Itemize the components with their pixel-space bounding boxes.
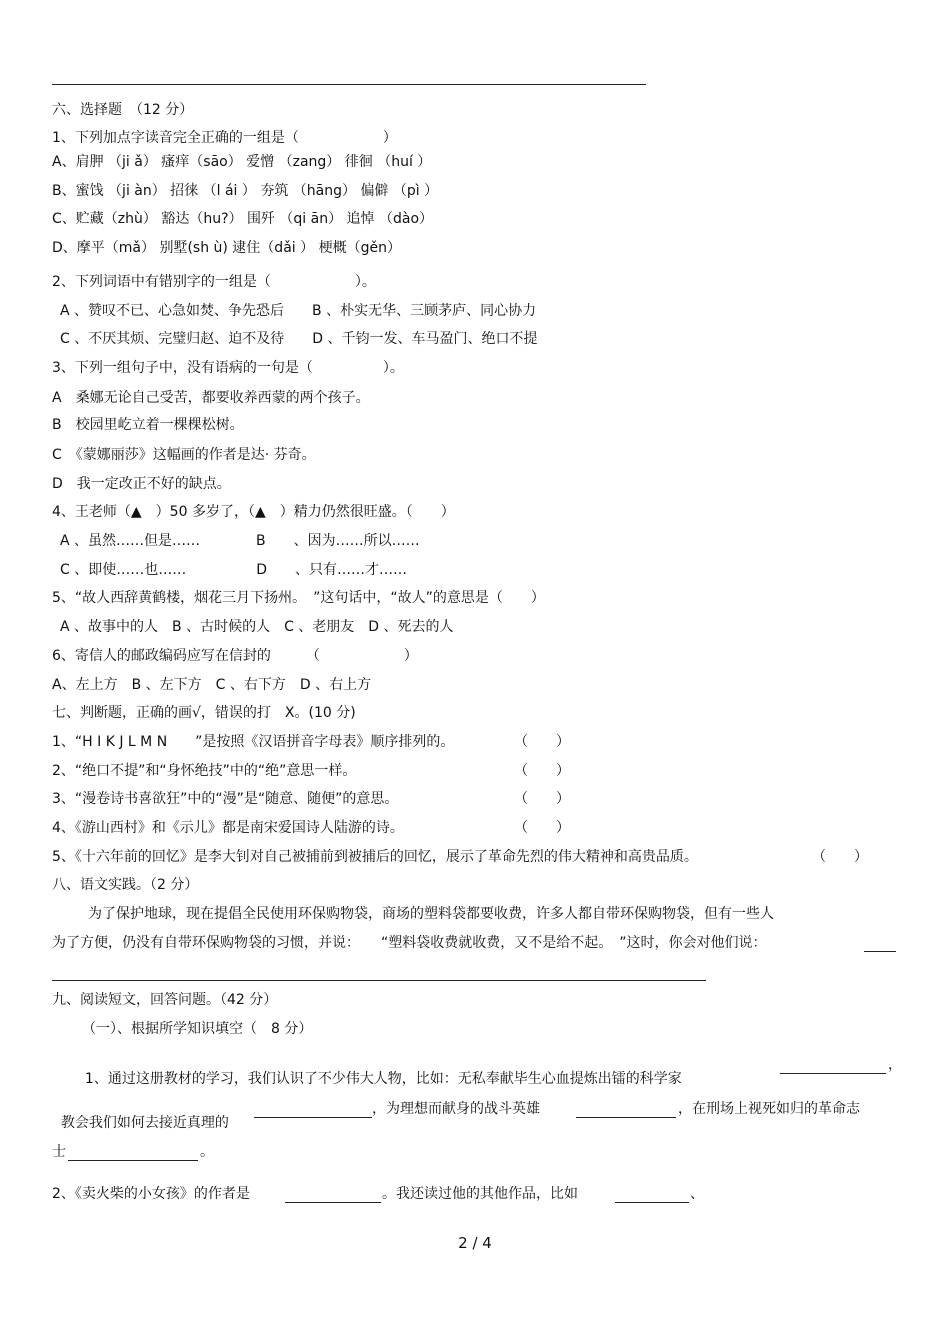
blank-revolutionary[interactable] xyxy=(68,1146,198,1161)
judge-item-4: 4、《游山西村》和《示儿》都是南宋爱国诗人陆游的诗。 xyxy=(52,820,404,836)
fill-text-3b: 。 xyxy=(200,1144,214,1160)
fill-text-3a: 士 xyxy=(52,1144,66,1160)
section-7-title: 七、判断题，正确的画√，错误的打 X。(10 分) xyxy=(52,705,356,721)
q3-option-c: C 《蒙娜丽莎》这幅画的作者是达· 芬奇。 xyxy=(52,447,316,463)
judge-item-5: 5、《十六年前的回忆》是李大钊对自己被捕前到被捕后的回忆，展示了革命先烈的伟大精神和高贵品质。 xyxy=(52,849,698,865)
judge-paren-5: （ ） xyxy=(812,849,868,865)
fill-text-4b: 。我还读过他的其他作品，比如 xyxy=(382,1186,578,1202)
fill-text-2a: 教会我们如何去接近真理的 xyxy=(60,1115,229,1131)
answer-blank-short[interactable] xyxy=(864,951,896,952)
page-number: 2 / 4 xyxy=(458,1234,492,1252)
fill-text-2c: ，在刑场上视死如归的革命志 xyxy=(678,1101,860,1117)
question-2: 2、下列词语中有错别字的一组是（ ）。 xyxy=(52,274,376,290)
judge-paren-4: （ ） xyxy=(514,820,570,836)
blank-work[interactable] xyxy=(615,1188,689,1203)
judge-item-3: 3、“漫卷诗书喜欲狂”中的“漫”是“随意、随便”的意思。 xyxy=(52,791,399,807)
blank-author[interactable] xyxy=(285,1188,381,1203)
blank-hero[interactable] xyxy=(576,1103,676,1118)
question-5: 5、“故人西辞黄鹤楼，烟花三月下扬州。 ”这句话中，“故人”的意思是（ ） xyxy=(52,590,545,606)
q4-options-cd: C 、即使……也…… D 、只有……才…… xyxy=(60,562,408,578)
q5-options: A 、故事中的人 B 、古时候的人 C 、老朋友 D 、死去的人 xyxy=(60,619,454,635)
q1-option-a: A、肩胛 （ji ǎ） 瘙痒（sāo） 爱憎 （zang） 徘徊 （huí ） xyxy=(52,154,432,170)
fill-text-2b: ，为理想而献身的战斗英雄 xyxy=(372,1101,540,1117)
judge-item-2: 2、“绝口不提”和“身怀绝技”中的“绝”意思一样。 xyxy=(52,763,357,779)
q2-options-ab: A 、赞叹不已、心急如焚、争先恐后 B 、朴实无华、三顾茅庐、同心协力 xyxy=(60,303,537,319)
section-8-title: 八、语文实践。（2 分） xyxy=(52,877,199,893)
judge-item-1: 1、“H I K J L M N ”是按照《汉语拼音字母表》顺序排列的。 xyxy=(52,734,455,750)
top-rule xyxy=(52,84,646,85)
fill-comma: ， xyxy=(888,1057,902,1073)
q1-option-d: D、摩平（mǎ） 别墅(sh ù) 逮住（dǎi ） 梗概（gěn） xyxy=(52,240,401,256)
question-3: 3、下列一组句子中，没有语病的一句是（ ）。 xyxy=(52,360,404,376)
fill-text-4c: 、 xyxy=(690,1186,704,1202)
question-6: 6、寄信人的邮政编码应写在信封的 （ ） xyxy=(52,648,418,664)
q2-options-cd: C 、不厌其烦、完璧归赵、迫不及待 D 、千钧一发、车马盈门、绝口不提 xyxy=(60,331,538,347)
fill-line-1 xyxy=(76,1058,682,1086)
blank-truth[interactable] xyxy=(254,1103,372,1118)
question-1: 1、下列加点字读音完全正确的一组是（ ） xyxy=(52,130,397,146)
practice-paragraph-2: 为了方便，仍没有自带环保购物袋的习惯，并说： “塑料袋收费就收费，又不是给不起。 ”这时，你会对他们说： xyxy=(52,935,767,951)
q6-options: A、左上方 B 、左下方 C 、右下方 D 、右上方 xyxy=(52,677,372,693)
q1-option-c: C、贮藏（zhù） 豁达（hu?） 围歼 （qi ān） 追悼 （dào） xyxy=(52,211,434,227)
subsection-1-title: （一）、根据所学知识填空（ 8 分） xyxy=(82,1021,313,1037)
fill-text-4a: 2、《卖火柴的小女孩》的作者是 xyxy=(52,1186,250,1202)
fill-text-1: 1、通过这册教材的学习，我们认识了不少伟大人物，比如：无私奉献毕生心血提炼出镭的科学家 xyxy=(84,1071,682,1087)
judge-paren-2: （ ） xyxy=(514,763,570,779)
q3-option-a: A 桑娜无论自己受苦，都要收养西蒙的两个孩子。 xyxy=(52,390,370,406)
section-6-title: 六、选择题 （12 分） xyxy=(52,102,194,118)
fill-line-2 xyxy=(52,1102,229,1130)
section-9-title: 九、阅读短文，回答问题。（42 分） xyxy=(52,992,278,1008)
q4-options-ab: A 、虽然……但是…… B 、因为……所以…… xyxy=(60,533,420,549)
judge-paren-3: （ ） xyxy=(514,791,570,807)
judge-paren-1: （ ） xyxy=(514,734,570,750)
q3-option-b: B 校园里屹立着一棵棵松树。 xyxy=(52,417,244,433)
q1-option-b: B、蜜饯 （ji àn） 招徕 （l ái ） 夯筑 （hāng） 偏僻 （pì ） xyxy=(52,183,439,199)
blank-scientist[interactable] xyxy=(780,1059,886,1074)
practice-paragraph-1: 为了保护地球，现在提倡全民使用环保购物袋，商场的塑料袋都要收费，许多人都自带环保购物袋，但有一些人 xyxy=(88,906,774,922)
question-4: 4、王老师（▲ ）50 多岁了，（▲ ）精力仍然很旺盛。（ ） xyxy=(52,504,455,520)
answer-line[interactable] xyxy=(52,980,706,981)
q3-option-d: D 我一定改正不好的缺点。 xyxy=(52,476,231,492)
